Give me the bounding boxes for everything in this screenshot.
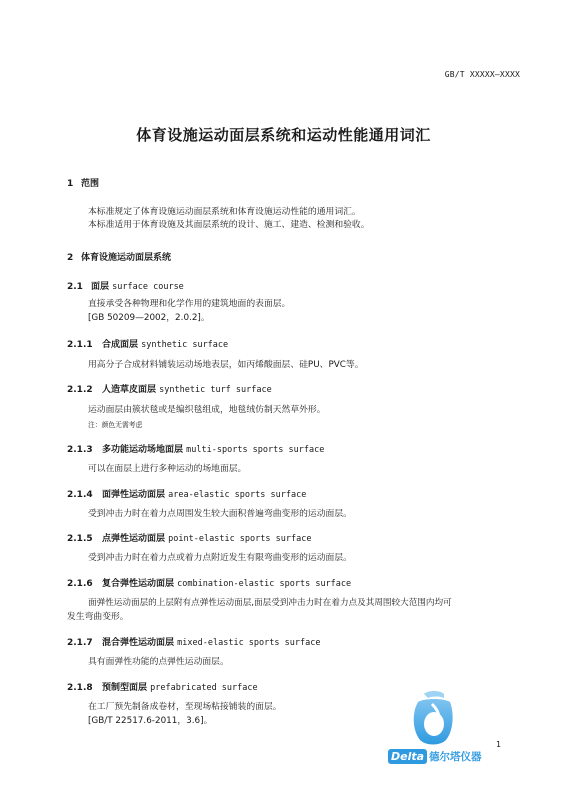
section-2-1-8-heading: 2.1.8 预制型面层 prefabricated surface bbox=[67, 683, 258, 693]
section-2-1-2-line-1: 运动面层由簇状毯或是编织毯组成，地毯绒仿制天然草外形。 bbox=[88, 405, 326, 415]
section-2-1-3-line-1: 可以在面层上进行多种运动的场地面层。 bbox=[88, 464, 247, 474]
section-2-1-3-heading: 2.1.3 多功能运动场地面层 multi-sports sports surface bbox=[67, 445, 325, 455]
section-2-1-4-line-1: 受到冲击力时在着力点周围发生较大面积普遍弯曲变形的运动面层。 bbox=[88, 509, 352, 519]
standard-code: GB/T XXXXX—XXXX bbox=[444, 70, 520, 79]
delta-logo-mark-icon bbox=[388, 688, 488, 748]
delta-logo bbox=[388, 688, 488, 770]
section-2-1-2-note: 注：颜色无需考虑 bbox=[88, 421, 143, 429]
section-2-1-5-line-1: 受到冲击力时在着力点或着力点附近发生有限弯曲变形的运动面层。 bbox=[88, 553, 352, 563]
section-2-1-2-heading: 2.1.2 人造草皮面层 synthetic turf surface bbox=[67, 385, 272, 395]
section-2-1-6-heading: 2.1.6 复合弹性运动面层 combination-elastic sports surface bbox=[67, 579, 352, 589]
section-1-line-1: 本标准规定了体育设施运动面层系统和体育设施运动性能的通用词汇。 bbox=[88, 207, 361, 217]
section-2-1-1-heading: 2.1.1 合成面层 synthetic surface bbox=[67, 340, 229, 350]
section-2-heading: 2 体育设施运动面层系统 bbox=[67, 253, 172, 263]
logo-brand-en: Delta bbox=[388, 749, 427, 764]
document-title: 体育设施运动面层系统和运动性能通用词汇 bbox=[136, 126, 431, 144]
section-2-1-8-line-1: 在工厂预先制备成卷材，至现场粘接铺装的面层。 bbox=[88, 702, 282, 712]
section-2-1-4-heading: 2.1.4 面弹性运动面层 area-elastic sports surface bbox=[67, 490, 307, 500]
section-2-1-line-1: 直接承受各种物理和化学作用的建筑地面的表面层。 bbox=[88, 299, 291, 309]
section-1-line-2: 本标准适用于体育设施及其面层系统的设计、施工、建造、检测和验收。 bbox=[88, 220, 370, 230]
section-2-1-7-heading: 2.1.7 混合弹性运动面层 mixed-elastic sports surface bbox=[67, 638, 321, 648]
section-2-1-line-2: [GB 50209—2002，2.0.2]。 bbox=[88, 313, 210, 323]
section-2-1-1-line-1: 用高分子合成材料铺装运动场地表层，如丙烯酸面层、硅PU、PVC等。 bbox=[88, 360, 364, 370]
section-2-1-5-heading: 2.1.5 点弹性运动面层 point-elastic sports surface bbox=[67, 534, 312, 544]
logo-brand-cn: 德尔塔仪器 bbox=[429, 750, 482, 763]
section-2-1-6-line-2: 发生弯曲变形。 bbox=[67, 612, 129, 622]
section-2-1-6-line-1: 面弹性运动面层的上层附有点弹性运动面层,面层受到冲击力时在着力点及其周围较大范围内均可 bbox=[88, 598, 452, 608]
page-number: 1 bbox=[496, 740, 502, 749]
section-2-1-heading: 2.1 面层 surface course bbox=[67, 282, 184, 292]
section-1-heading: 1 范围 bbox=[67, 179, 100, 189]
section-2-1-8-line-2: [GB/T 22517.6-2011，3.6]。 bbox=[88, 716, 213, 726]
section-2-1-7-line-1: 具有面弹性功能的点弹性运动面层。 bbox=[88, 657, 229, 667]
